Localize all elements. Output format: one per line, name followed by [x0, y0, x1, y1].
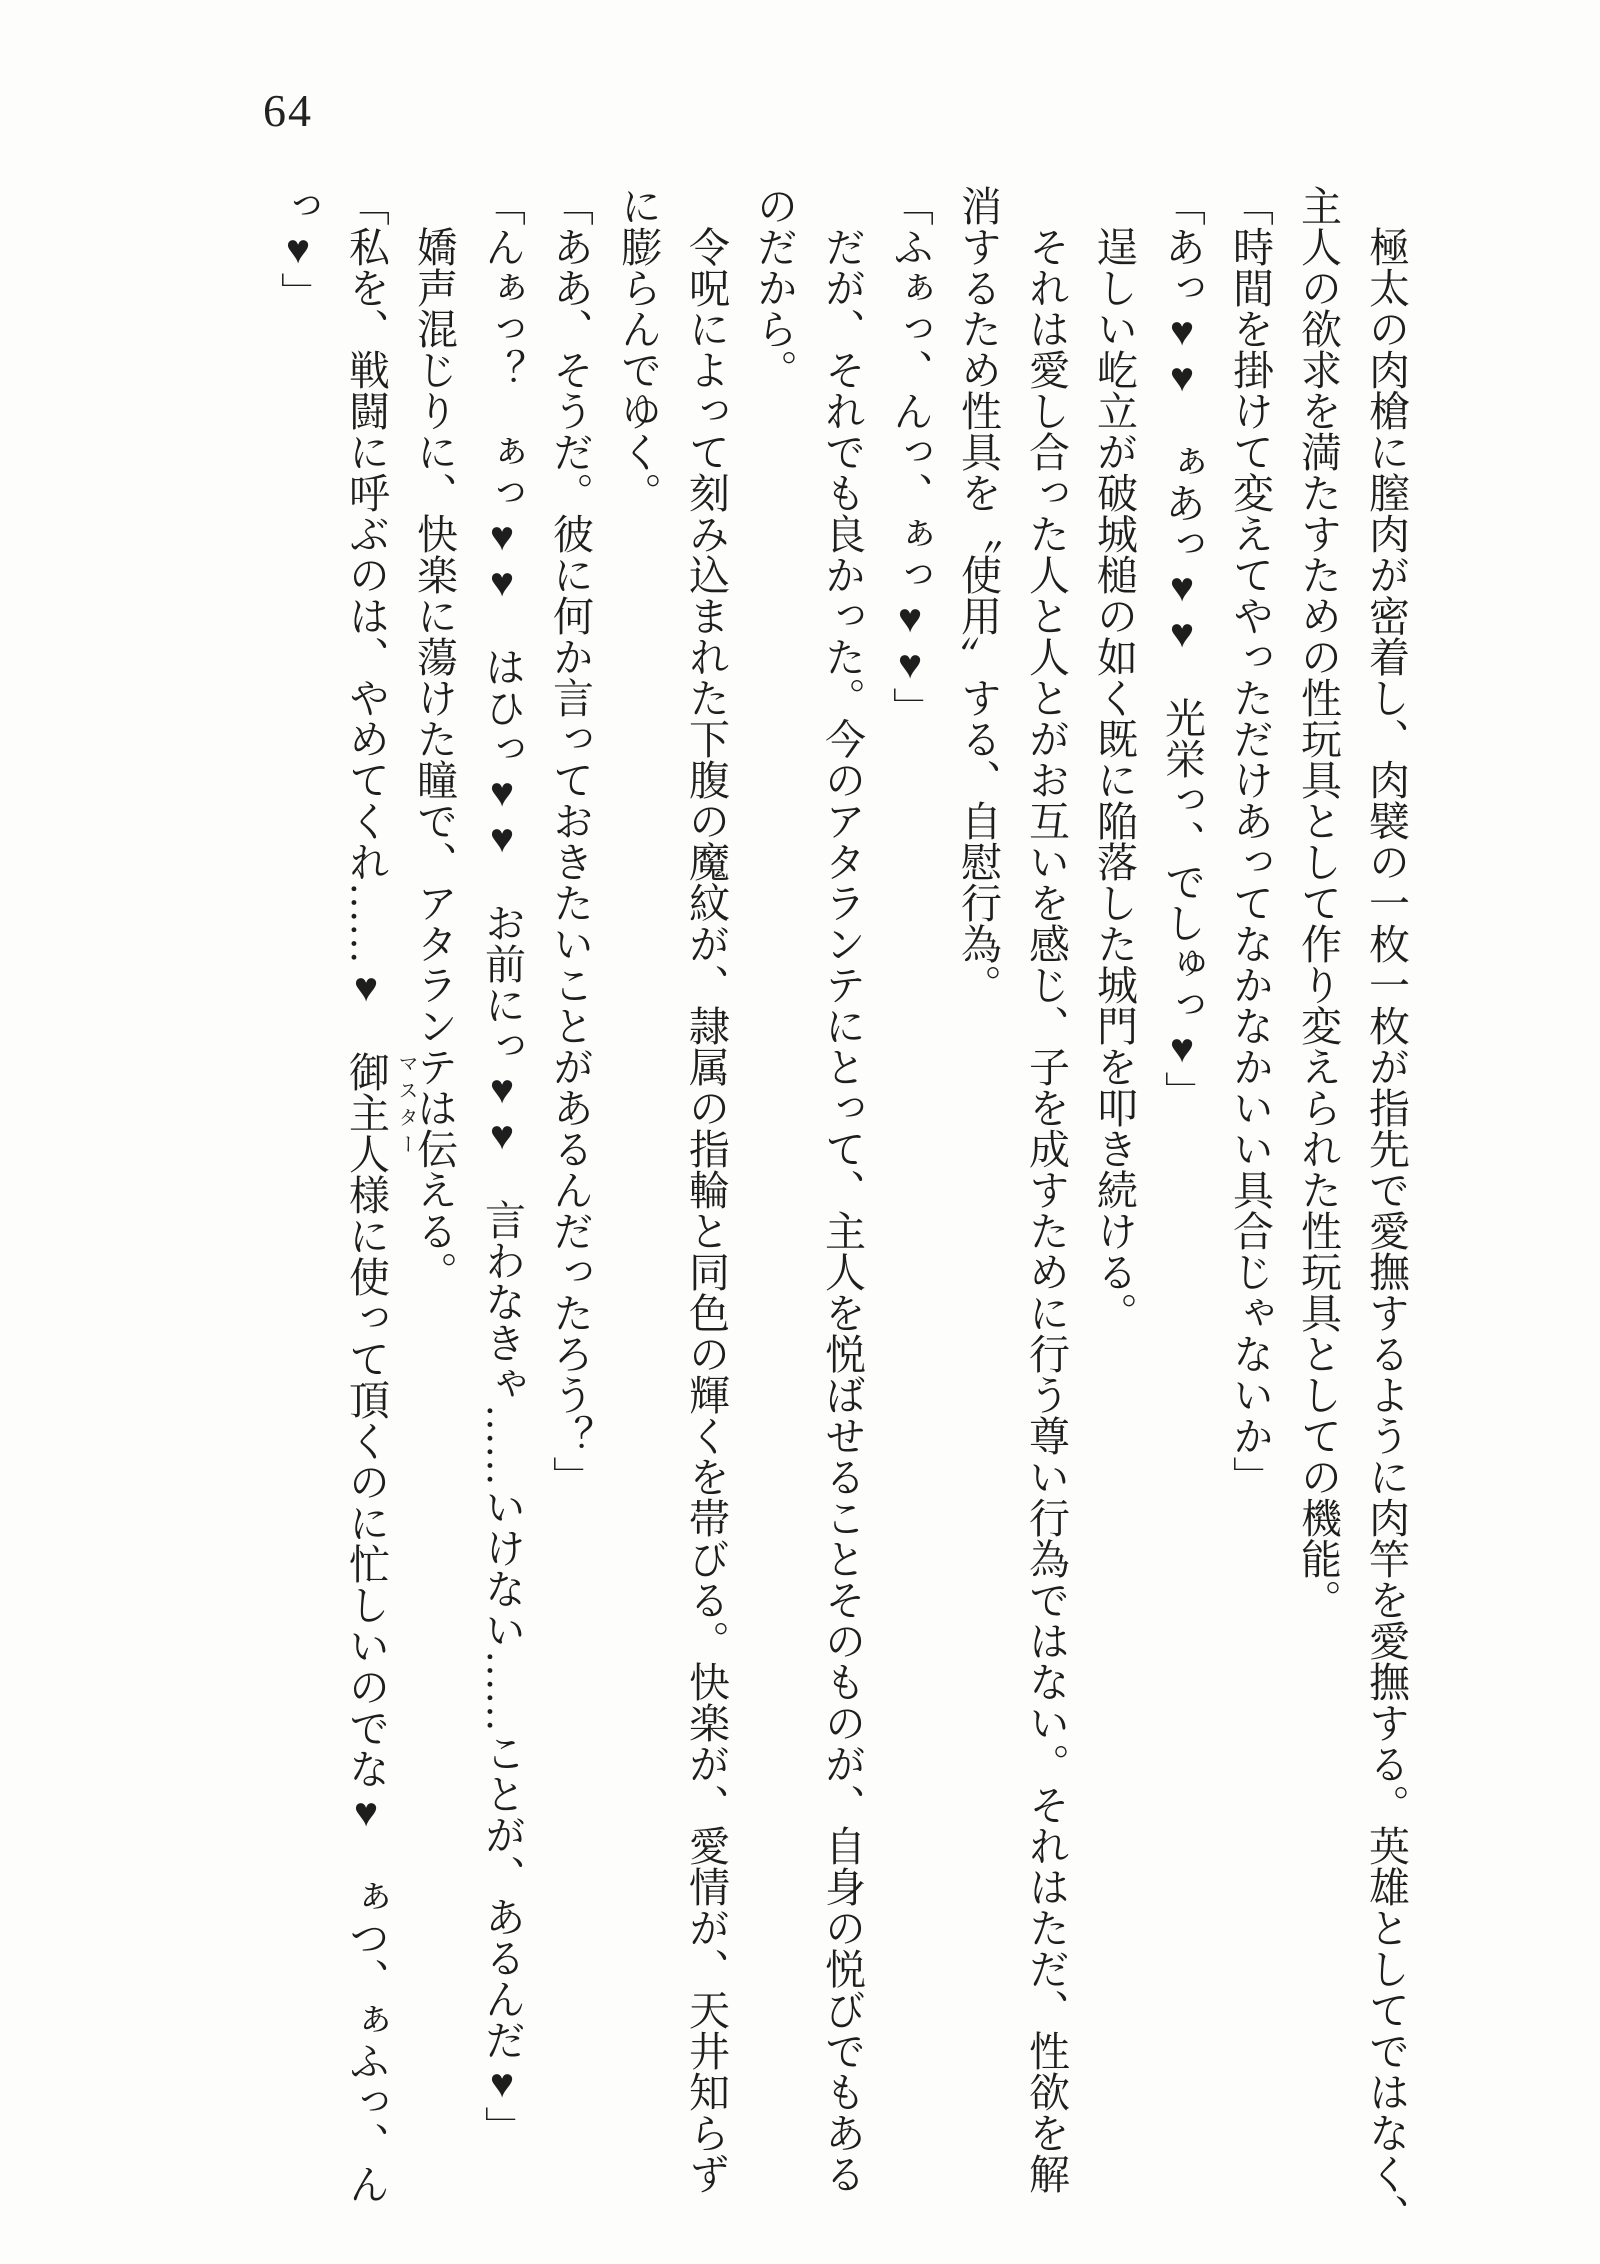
- text-line: 逞しい屹立が破城槌の如く既に陥落した城門を叩き続ける。: [1091, 226, 1137, 1333]
- text-line: 極太の肉槍に膣肉が密着し、肉襞の一枚一枚が指先で愛撫するように肉竿を愛撫する。英雄としてではなく、: [1363, 226, 1409, 2235]
- text-line: っ♥」: [275, 185, 321, 313]
- text-line: 「時間を掛けて変えてやっただけあってなかなかいい具合じゃないか」: [1227, 185, 1273, 1497]
- text-line: 令呪によって刻み込まれた下腹の魔紋が、隷属の指輪と同色の輝くを帯びる。快楽が、愛情が、天井知らず: [683, 226, 729, 2194]
- text-line: 「私を、戦闘に呼ぶのは、やめてくれ……♥ 御主人様 マスター に使って頂くのに忙しいのでな♥ ぁつ、ぁふっ、ん: [343, 185, 417, 2204]
- text-line: それは愛し合った人と人とがお互いを感じ、子を成すために行う尊い行為ではない。それはただ、性欲を解: [1023, 226, 1069, 2194]
- ruby-text: マスター: [395, 1053, 417, 1161]
- text-block: [264, 185, 1420, 2235]
- text-line: 消するため性具を〝使用〟する、自慰行為。: [955, 185, 1001, 1005]
- text-line: のだから。: [751, 185, 797, 390]
- text-line: 主人の欲求を満たすための性玩具として作り変えられた性玩具としての機能。: [1295, 185, 1341, 1620]
- text-line: に膨らんでゆく。: [615, 185, 661, 513]
- text-line: 「んぁっ？ ぁっ♥♥ はひっ♥♥ お前にっ♥♥ 言わなきゃ……いけない……ことが、あるんだ♥」: [479, 185, 525, 2147]
- text-line: 「ああ、そうだ。彼に何か言っておきたいことがあるんだったろう？」: [547, 185, 593, 1497]
- page-number: 64: [263, 85, 313, 136]
- ruby-base: 御主人様 マスター: [343, 1051, 417, 1215]
- text-line: 嬌声混じりに、快楽に蕩けた瞳で、アタランテは伝える。: [411, 226, 457, 1292]
- text-line: だが、それでも良かった。今のアタランテにとって、主人を悦ばせることそのものが、自身の悦びでもある: [819, 226, 865, 2194]
- text-line: 「ふぁっ、んっ、ぁっ♥♥」: [887, 185, 933, 728]
- text-line: 「あっ♥♥ ぁあっ♥♥ 光栄っ、でしゅっ♥」: [1159, 185, 1205, 1112]
